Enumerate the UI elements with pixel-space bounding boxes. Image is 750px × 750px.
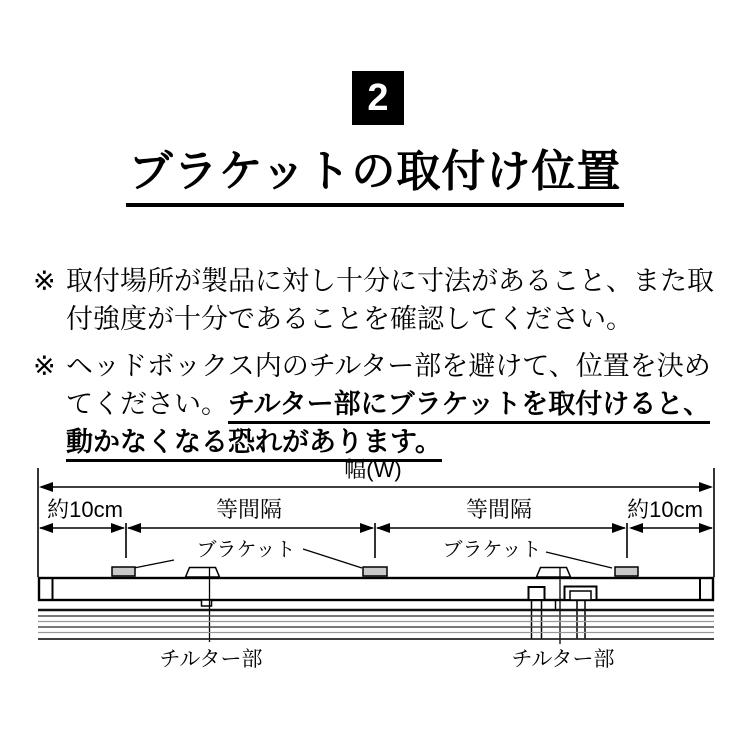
tilter-labels: [159, 648, 614, 671]
tilter-gear-box-inner: [570, 591, 591, 600]
spacing-dimensions: [39, 497, 713, 558]
arrowhead-right-icon: [699, 482, 713, 492]
note-marker: ※: [33, 351, 56, 381]
note-dimension-check: [33, 262, 714, 338]
width-label: 幅(W): [344, 457, 402, 482]
arrowhead-icon: [127, 523, 141, 533]
blind-slats: [38, 610, 714, 639]
bracket-label-left: ブラケット: [196, 539, 296, 561]
segment-label-spacing-right: 等間隔: [465, 497, 533, 522]
bracket-leader-line: [303, 549, 362, 568]
arrowhead-icon: [612, 523, 626, 533]
bracket-label-right: ブラケット: [442, 539, 542, 561]
step-number: 2: [367, 76, 389, 119]
installation-diagram: [0, 453, 750, 690]
tilter-tab-left: [186, 568, 220, 578]
note-line: てください。チルター部にブラケットを取付けると、: [66, 385, 711, 423]
note-line: 付強度が十分であることを確認してください。: [66, 304, 633, 334]
note-line: ヘッドボックス内のチルター部を避けて、位置を決め: [66, 351, 711, 381]
warning-text: チルター部にブラケットを取付けると、: [228, 389, 710, 424]
note-marker: ※: [33, 266, 56, 296]
title-wrap: [0, 148, 750, 207]
note-tilter-warning: [33, 347, 711, 461]
segment-label-right-margin: 約10cm: [627, 497, 703, 522]
headbox-body: [39, 578, 713, 600]
arrowhead-left-icon: [39, 482, 53, 492]
bracket-left: [112, 567, 135, 576]
arrowhead-icon: [111, 523, 125, 533]
note-text: [66, 262, 714, 338]
bracket-leader-line: [134, 560, 174, 568]
bracket-callouts: [134, 538, 612, 568]
arrowhead-icon: [699, 523, 713, 533]
page-title: ブラケットの取付け位置: [126, 148, 625, 207]
segment-label-left-margin: 約10cm: [47, 497, 123, 522]
diagram-svg: [0, 453, 750, 690]
bracket-center: [363, 567, 387, 576]
arrowhead-icon: [39, 523, 53, 533]
tilter-label-left: チルター部: [159, 648, 263, 671]
arrowhead-icon: [376, 523, 390, 533]
tilter-label-right: チルター部: [511, 648, 615, 671]
arrowhead-icon: [360, 523, 374, 533]
segment-label-spacing-left: 等間隔: [215, 497, 283, 522]
headbox: [39, 578, 713, 606]
arrowhead-icon: [629, 523, 643, 533]
tilter-tab-right: [537, 568, 571, 578]
bracket-leader-line: [546, 552, 612, 568]
bracket-right: [615, 567, 638, 576]
note-line: 取付場所が製品に対し十分に寸法があること、また取: [66, 266, 714, 296]
step-number-badge: [352, 71, 404, 125]
width-dimension: [38, 457, 714, 577]
tilter-mechanism-box: [529, 587, 545, 600]
warning-text: 動かなくなる恐れがあります。: [66, 427, 442, 462]
note-text: [66, 347, 711, 461]
